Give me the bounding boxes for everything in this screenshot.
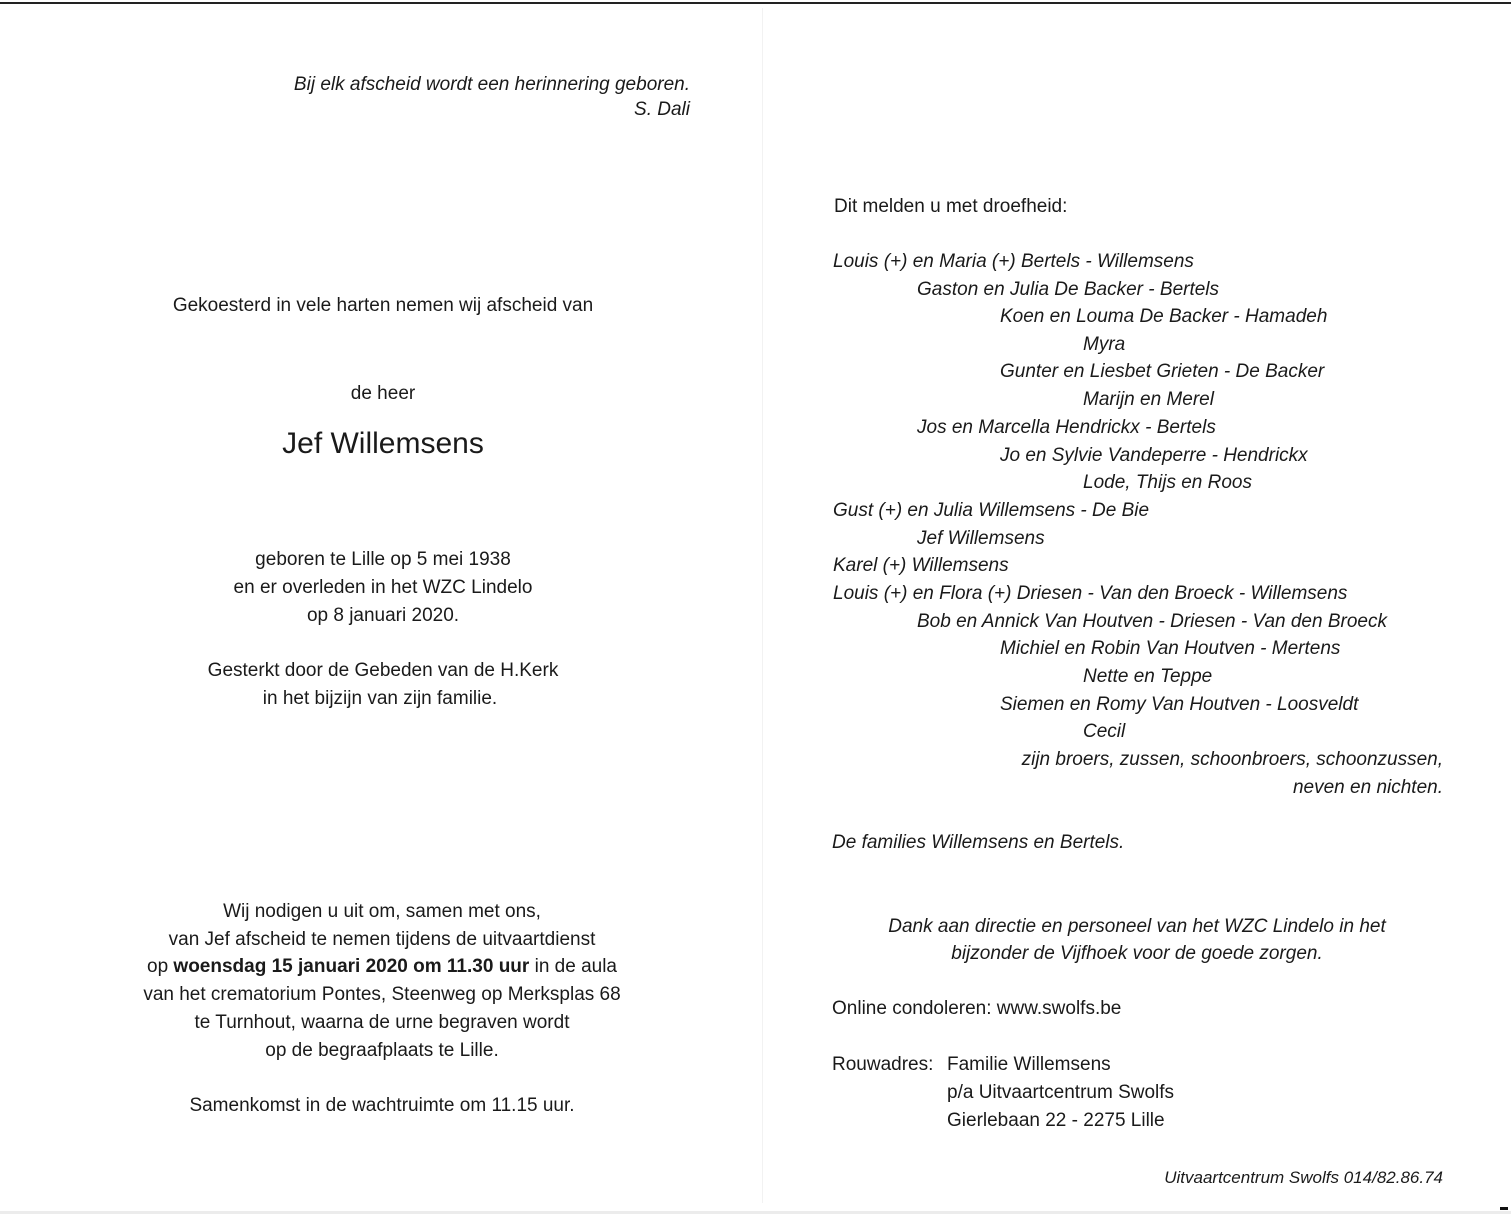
online-condolences: Online condoleren: www.swolfs.be — [832, 998, 1122, 1019]
family-line: Cecil — [1083, 721, 1126, 742]
bottom-edge-line — [0, 1211, 1511, 1214]
family-line: Louis (+) en Maria (+) Bertels - Willemsens — [833, 251, 1194, 272]
family-line: Marijn en Merel — [1083, 389, 1214, 410]
mourning-address-line-2: p/a Uitvaartcentrum Swolfs — [947, 1082, 1175, 1103]
family-line: Gunter en Liesbet Grieten - De Backer — [1000, 361, 1325, 382]
invitation-line-5: te Turnhout, waarna de urne begraven wordt — [194, 1012, 570, 1033]
family-line: Koen en Louma De Backer - Hamadeh — [1000, 306, 1328, 327]
mourning-address-line-3: Gierlebaan 22 - 2275 Lille — [947, 1110, 1165, 1131]
invitation-line-2: van Jef afscheid te nemen tijdens de uitvaartdienst — [168, 929, 596, 950]
funeral-home-footer: Uitvaartcentrum Swolfs 014/82.86.74 — [1164, 1168, 1443, 1187]
family-line: Bob en Annick Van Houtven - Driesen - Van den Broeck — [917, 611, 1387, 632]
invitation-line-3 — [147, 956, 617, 978]
service-datetime: woensdag 15 januari 2020 om 11.30 uur — [173, 956, 530, 977]
family-line: Jo en Sylvie Vandeperre - Hendrickx — [1000, 445, 1308, 466]
families-line: De families Willemsens en Bertels. — [832, 832, 1125, 853]
card-fold-line — [762, 8, 763, 1203]
deceased-name: Jef Willemsens — [282, 427, 484, 460]
corner-mark — [1500, 1207, 1508, 1210]
relatives-summary-line-2: neven en nichten. — [1292, 777, 1443, 798]
family-line: Myra — [1083, 334, 1126, 355]
family-line: Karel (+) Willemsens — [833, 555, 1009, 576]
family-line: Siemen en Romy Van Houtven - Loosveldt — [1000, 694, 1359, 715]
strengthened-line-1: Gesterkt door de Gebeden van de H.Kerk — [207, 660, 559, 681]
deceased-title: de heer — [350, 383, 416, 404]
strengthened-line-2: in het bijzijn van zijn familie. — [262, 688, 498, 709]
announce-text: Dit melden u met droefheid: — [834, 196, 1068, 217]
quote-author: S. Dali — [634, 99, 690, 120]
family-line: Louis (+) en Flora (+) Driesen - Van den Broeck - Willemsens — [833, 583, 1348, 604]
thanks-line-2: bijzonder de Vijfhoek voor de goede zorgen. — [951, 943, 1323, 964]
family-line: Jef Willemsens — [917, 528, 1045, 549]
thanks-line-1: Dank aan directie en personeel van het WZC Lindelo in het — [888, 916, 1386, 937]
invitation-line-3-pre: op — [147, 956, 174, 977]
invitation-line-4: van het crematorium Pontes, Steenweg op Merksplas 68 — [143, 984, 621, 1005]
family-line: Michiel en Robin Van Houtven - Mertens — [1000, 638, 1341, 659]
invitation-line-6: op de begraafplaats te Lille. — [265, 1040, 499, 1061]
family-line: Lode, Thijs en Roos — [1083, 472, 1252, 493]
family-line: Gaston en Julia De Backer - Bertels — [917, 279, 1220, 300]
invitation-line-3-post: in de aula — [529, 956, 617, 977]
mourning-address-line-1: Familie Willemsens — [947, 1054, 1111, 1075]
death-date-line: op 8 januari 2020. — [306, 605, 460, 626]
family-line: Nette en Teppe — [1083, 666, 1213, 687]
birth-line: geboren te Lille op 5 mei 1938 — [255, 549, 511, 570]
quote-text: Bij elk afscheid wordt een herinnering geboren. — [293, 74, 690, 95]
family-line: Gust (+) en Julia Willemsens - De Bie — [833, 500, 1150, 521]
top-edge-line — [0, 2, 1511, 4]
family-line: Jos en Marcella Hendrickx - Bertels — [917, 417, 1216, 438]
gathering-text: Samenkomst in de wachtruimte om 11.15 uur. — [189, 1095, 575, 1116]
death-place-line: en er overleden in het WZC Lindelo — [233, 577, 533, 598]
relatives-summary-line-1: zijn broers, zussen, schoonbroers, schoonzussen, — [1021, 749, 1443, 770]
invitation-line-1: Wij nodigen u uit om, samen met ons, — [223, 901, 541, 922]
intro-text: Gekoesterd in vele harten nemen wij afscheid van — [172, 295, 594, 316]
mourning-address-label: Rouwadres: — [832, 1054, 934, 1075]
